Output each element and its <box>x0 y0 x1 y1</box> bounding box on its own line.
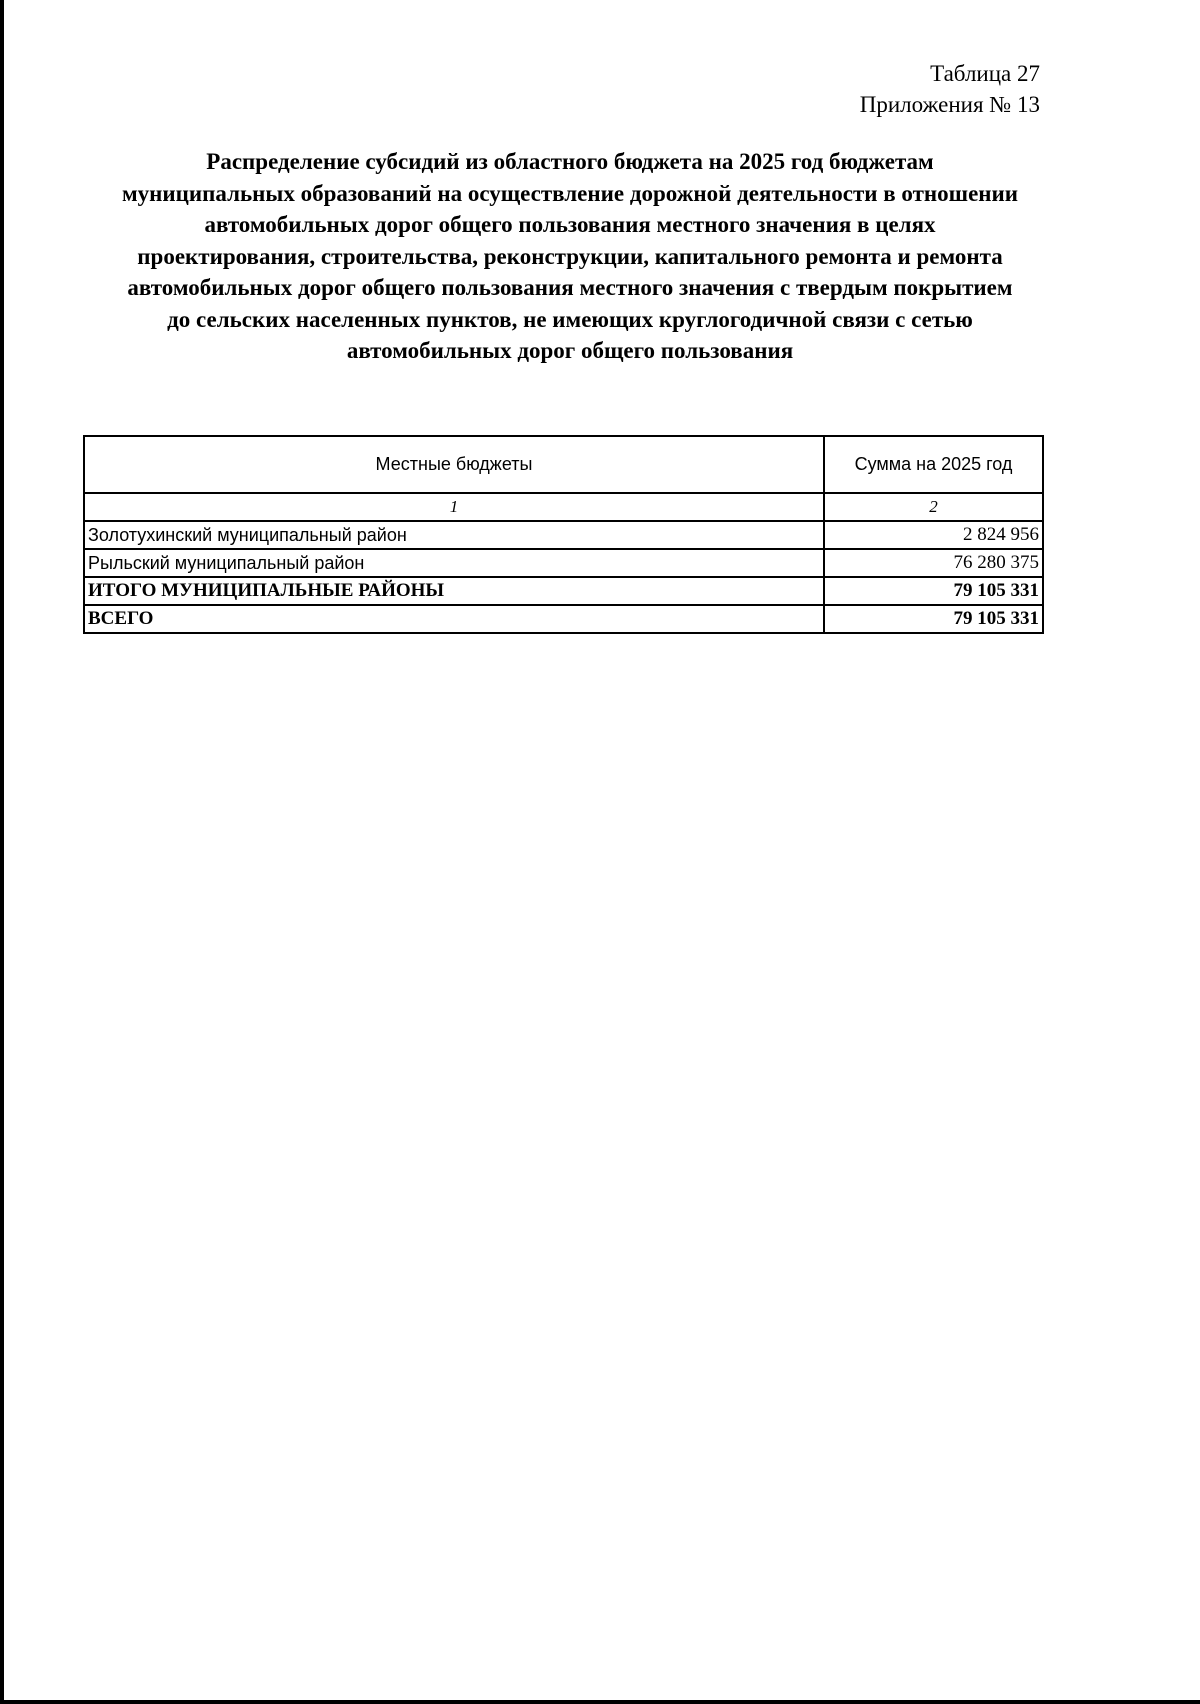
header-note <box>860 58 1040 120</box>
title-line: Распределение субсидий из областного бюджета на 2025 год бюджетам <box>206 149 934 174</box>
table-row <box>84 549 1043 577</box>
appendix-label: Приложения № 13 <box>859 92 1040 117</box>
row-amount: 2 824 956 <box>824 521 1043 549</box>
title-line: автомобильных дорог общего пользования местного значения с твердым покрытием <box>127 275 1013 300</box>
column-header-budgets: Местные бюджеты <box>84 436 824 493</box>
scan-edge-left <box>0 0 4 1704</box>
total-row <box>84 577 1043 605</box>
row-name: Золотухинский муниципальный район <box>84 521 824 549</box>
grand-total-name: ВСЕГО <box>84 605 824 633</box>
total-amount: 79 105 331 <box>824 577 1043 605</box>
title-line: до сельских населенных пунктов, не имеющих круглогодичной связи с сетью <box>167 306 973 332</box>
title-line: автомобильных дорог общего пользования <box>346 338 794 363</box>
title-line: проектирования, строительства, реконструкции, капитального ремонта и ремонта <box>137 243 1003 269</box>
total-name: ИТОГО МУНИЦИПАЛЬНЫЕ РАЙОНЫ <box>84 577 824 605</box>
grand-total-amount: 79 105 331 <box>824 605 1043 633</box>
column-number: 2 <box>824 493 1043 521</box>
scan-edge-bottom <box>0 1700 1200 1704</box>
title-line: муниципальных образований на осуществление дорожной деятельности в отношении <box>121 180 1019 206</box>
budget-table <box>83 435 1044 634</box>
column-number: 1 <box>84 493 824 521</box>
table-label: Таблица 27 <box>930 61 1040 86</box>
row-name: Рыльский муниципальный район <box>84 549 824 577</box>
column-number-row <box>84 493 1043 521</box>
column-header-amount: Сумма на 2025 год <box>824 436 1043 493</box>
table-header-row <box>84 436 1043 493</box>
row-amount: 76 280 375 <box>824 549 1043 577</box>
table-row <box>84 521 1043 549</box>
grand-total-row <box>84 605 1043 633</box>
title-line: автомобильных дорог общего пользования местного значения в целях <box>204 212 936 237</box>
document-title <box>80 146 1060 367</box>
